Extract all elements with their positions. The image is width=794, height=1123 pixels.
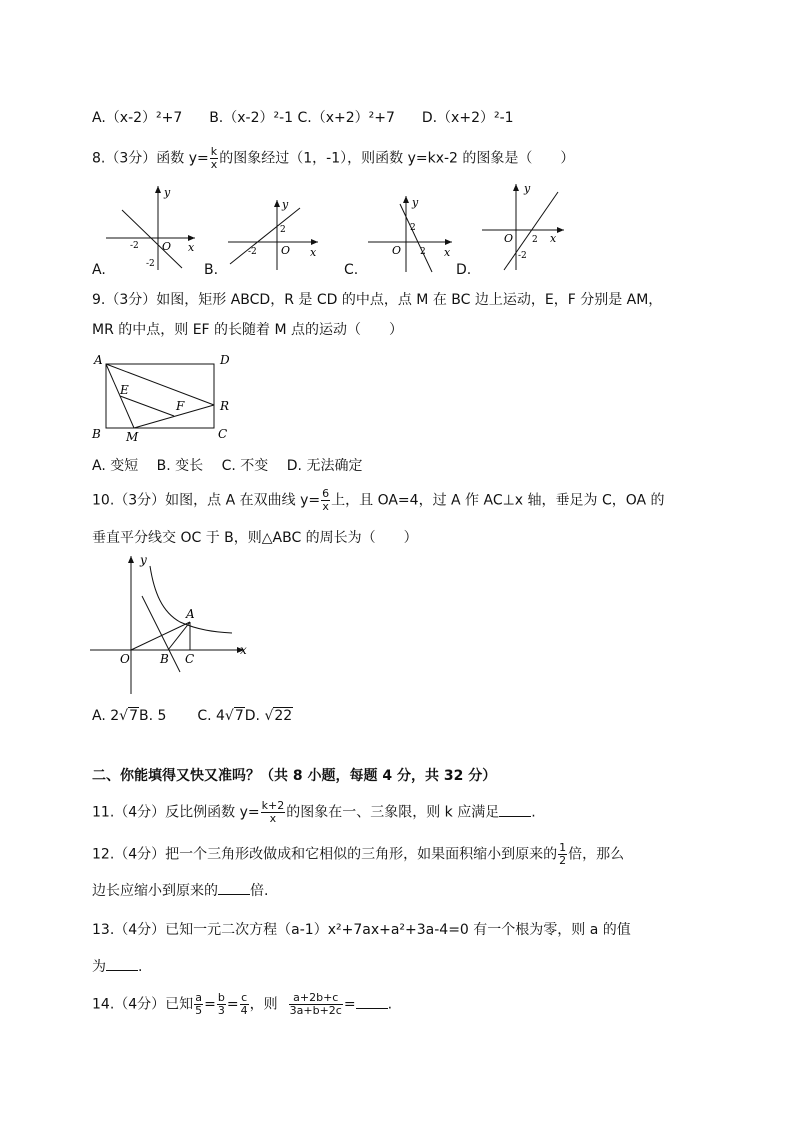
svg-text:2: 2 (532, 235, 538, 245)
svg-text:x: x (444, 246, 451, 259)
svg-text:-2: -2 (518, 251, 527, 261)
svg-text:-2: -2 (130, 241, 139, 251)
fig10-label-o: O (120, 652, 130, 666)
q9-options: A. 变短 B. 变长 C. 不变 D. 无法确定 (92, 458, 363, 474)
fig10-label-y: y (140, 553, 147, 567)
q8-option-b: B. (204, 262, 219, 278)
q8-stem: 8.（3分）函数 y= $\frac{k}{x}$ 的图象经过（1，-1），则函数 y=kx-2 的图象是（ ） (92, 145, 575, 171)
q9-stem-line2: MR 的中点，则 EF 的长随着 M 点的运动（ ） (92, 322, 404, 338)
fig9-label-c: C (218, 427, 228, 441)
q13-stem-line2: 为 . (92, 956, 142, 977)
q12-answer-blank[interactable] (218, 880, 250, 895)
svg-text:O: O (504, 232, 514, 245)
q7-option-b: B.（x-2）²-1 (209, 110, 294, 126)
q8-fraction: $\frac{k}{x}$ (210, 145, 218, 171)
q12-fraction: $\frac{1}{2}$ (559, 841, 567, 867)
q14-fraction-c: $\frac{c}{4}$ (240, 991, 248, 1017)
fig10-label-x: x (240, 643, 247, 657)
q7-option-d: D.（x+2）²-1 (421, 110, 514, 126)
q11-stem: 11.（4分）反比例函数 y= $\frac{k+2}{x}$ 的图象在一、三象限，则 k 应满足 . (92, 799, 536, 825)
q7-option-a: A.（x-2）²+7 (92, 110, 183, 126)
q8-graph-a (100, 180, 200, 272)
svg-text:O: O (281, 244, 291, 257)
q11-answer-blank[interactable] (499, 802, 531, 817)
q8-option-c: C. (344, 262, 359, 278)
q12-stem-line2: 边长应缩小到原来的 倍. (92, 880, 268, 901)
q14-stem: 14.（4分）已知 $\frac{a}{5}$ = $\frac{b}{3}$ = $\frac{c}{4}$ ，则 $\frac{a+2b+c}{3a+b+2c}$ = . (92, 991, 393, 1017)
graph-a-y-label: y (164, 186, 171, 199)
q14-fraction-b: $\frac{b}{3}$ (217, 991, 225, 1017)
q10-options: A. 2√7B. 5 C. 4√7D. √22 (92, 708, 293, 724)
svg-text:2: 2 (420, 247, 426, 257)
q10-hyperbola-figure (88, 552, 254, 696)
fig9-label-m: M (126, 430, 139, 444)
fig9-label-e: E (120, 383, 129, 397)
fig10-label-c: C (185, 652, 195, 666)
svg-text:x: x (550, 232, 557, 245)
q10-stem-line1: 10.（3分）如图，点 A 在双曲线 y= $\frac{6}{x}$ 上，且 OA=4，过 A 作 AC⊥x 轴，垂足为 C，OA 的 (92, 487, 665, 513)
q7-option-c: C.（x+2）²+7 (297, 110, 395, 126)
svg-text:y: y (524, 182, 531, 195)
q8-graph-c (362, 190, 458, 274)
fig9-label-r: R (220, 399, 230, 413)
svg-text:2: 2 (410, 223, 416, 233)
q7-options (92, 108, 514, 128)
q11-fraction: $\frac{k+2}{x}$ (261, 799, 285, 825)
svg-text:2: 2 (280, 225, 286, 235)
q13-answer-blank[interactable] (106, 956, 138, 971)
fig9-label-d: D (220, 353, 230, 367)
q10-fraction: $\frac{6}{x}$ (322, 487, 330, 513)
svg-text:y: y (412, 196, 419, 209)
fig9-label-a: A (94, 353, 103, 367)
fig10-label-a: A (186, 607, 195, 621)
q14-fraction-a: $\frac{a}{5}$ (195, 991, 203, 1017)
q9-rectangle-figure (88, 350, 248, 444)
q9-stem-line1: 9.（3分）如图，矩形 ABCD，R 是 CD 的中点，点 M 在 BC 边上运动，E，F 分别是 AM， (92, 292, 663, 308)
q13-stem-line1: 13.（4分）已知一元二次方程（a-1）x²+7ax+a²+3a-4=0 有一个根为零，则 a 的值 (92, 922, 631, 938)
section-2-heading: 二、你能填得又快又准吗？（共 8 小题，每题 4 分，共 32 分） (92, 768, 497, 784)
svg-text:O: O (392, 244, 402, 257)
svg-text:-2: -2 (146, 259, 155, 269)
q8-option-d: D. (456, 262, 472, 278)
svg-text:y: y (282, 198, 289, 211)
fig9-label-b: B (92, 427, 101, 441)
q8-graph-d (476, 178, 572, 272)
q8-graph-b (222, 196, 326, 272)
svg-text:-2: -2 (248, 247, 257, 257)
svg-text:x: x (310, 246, 317, 259)
fig9-label-f: F (176, 399, 185, 413)
q14-answer-blank[interactable] (356, 994, 388, 1009)
q8-option-a: A. (92, 262, 106, 278)
q12-stem-line1: 12.（4分）把一个三角形改做成和它相似的三角形，如果面积缩小到原来的 $\frac{1}{2}$ 倍，那么 (92, 841, 625, 867)
q14-fraction-expression: $\frac{a+2b+c}{3a+b+2c}$ (289, 991, 342, 1017)
graph-a-x-label: x (188, 241, 195, 254)
q10-stem-line2: 垂直平分线交 OC 于 B，则△ABC 的周长为（ ） (92, 530, 418, 546)
fig10-label-b: B (160, 652, 169, 666)
graph-a-origin: O (162, 240, 172, 253)
